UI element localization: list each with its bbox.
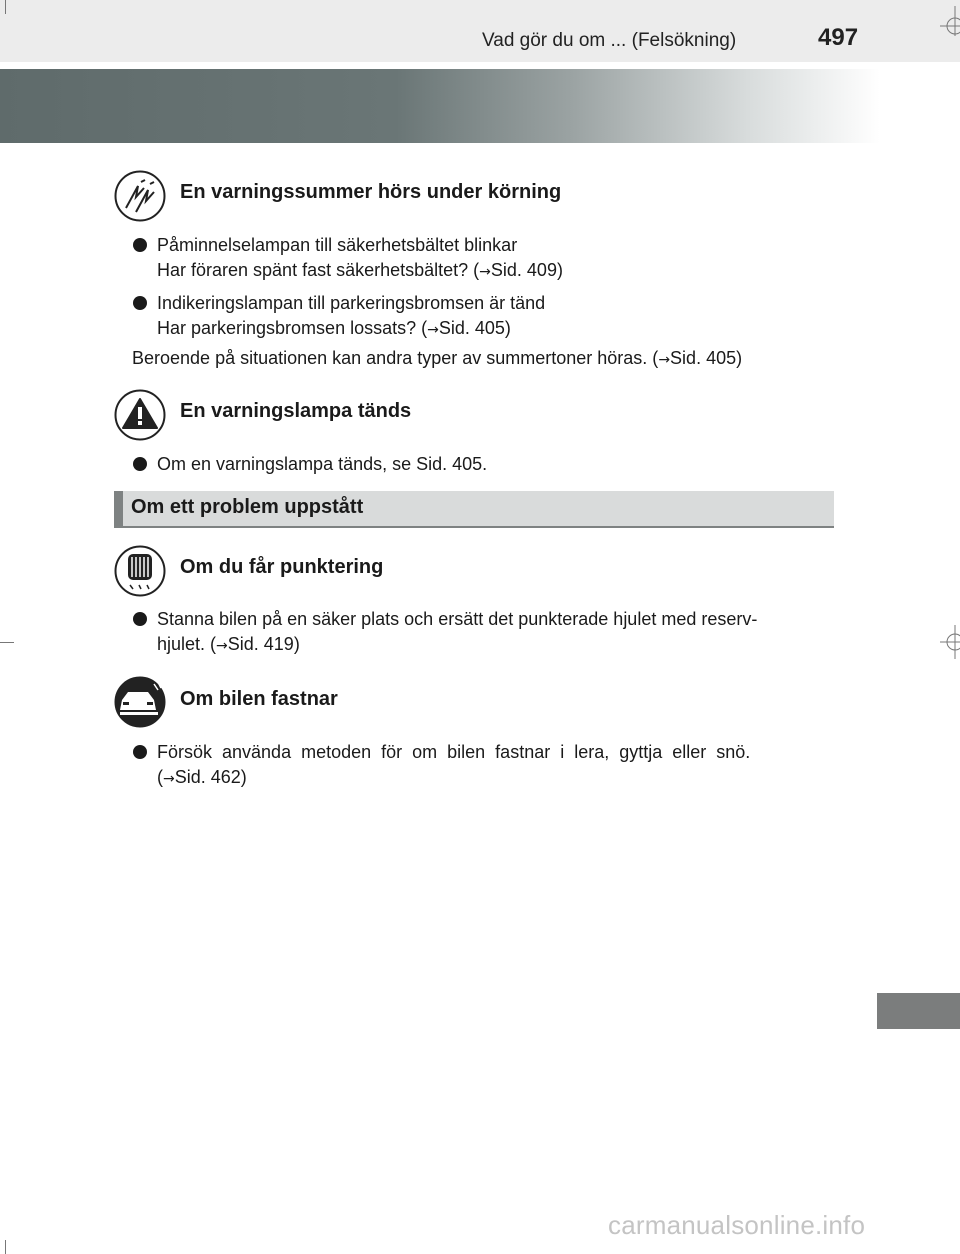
crop-mark-top-left — [5, 0, 6, 14]
exclamation-triangle-icon — [114, 389, 166, 441]
page-header-bar — [0, 0, 960, 62]
arrow-icon: → — [427, 322, 439, 338]
buzzer-item-1-heading: Påminnelselampan till säkerhetsbältet blinkar — [157, 235, 518, 255]
chapter-side-tab — [877, 993, 960, 1029]
arrow-icon: → — [479, 264, 491, 280]
arrow-icon: → — [216, 638, 228, 654]
section-header-accent — [114, 491, 123, 528]
page-reference-link[interactable]: Sid. 419) — [227, 634, 300, 654]
bullet — [133, 745, 147, 759]
buzzer-warning-icon — [114, 170, 166, 222]
buzzer-item-2-heading: Indikeringslampan till parkeringsbromsen är tänd — [157, 293, 546, 313]
arrow-icon: → — [163, 771, 175, 787]
registration-mark-top-right — [930, 6, 960, 36]
bullet — [133, 457, 147, 471]
puncture-item-line1: Stanna bilen på en säker plats och ersätt det punkterade hjulet med reserv- — [157, 609, 758, 629]
arrow-icon: → — [658, 352, 671, 368]
buzzer-note: Beroende på situationen kan andra typer av summertoner höras. (→Sid. 405) — [132, 348, 743, 368]
bullet — [133, 296, 147, 310]
page-reference-link[interactable]: Sid. 409) — [490, 260, 563, 280]
warning-light-item: Om en varningslampa tänds, se Sid. 405. — [157, 454, 488, 474]
page-reference-link[interactable]: Sid. 405) — [670, 348, 743, 368]
chapter-title: Vad gör du om ... (Felsökning) — [482, 30, 737, 51]
page-reference-link[interactable]: Sid. 462) — [174, 767, 247, 787]
buzzer-item-1-question: Har föraren spänt fast säkerhetsbältet? (→Sid. 409) — [157, 260, 563, 280]
tire-icon — [114, 545, 166, 597]
crop-mark-bottom-left — [5, 1240, 6, 1254]
crop-mark-left — [0, 642, 14, 643]
section-title-problem: Om ett problem uppstått — [131, 496, 364, 518]
stuck-item-line1: Försök använda metoden för om bilen fastnar i lera, gyttja eller snö. — [157, 742, 751, 762]
page-reference-link[interactable]: Sid. 405) — [438, 318, 511, 338]
section-title-puncture: Om du får punktering — [180, 556, 384, 578]
section-title-warning-light: En varningslampa tänds — [180, 400, 412, 422]
watermark: carmanualsonline.info — [608, 1210, 866, 1240]
puncture-item-line2: hjulet. (→Sid. 419) — [157, 634, 300, 654]
stuck-car-icon — [114, 676, 166, 728]
bullet — [133, 238, 147, 252]
buzzer-item-2-question: Har parkeringsbromsen lossats? (→Sid. 405) — [157, 318, 511, 338]
stuck-item-line2: (→Sid. 462) — [157, 767, 247, 787]
section-title-buzzer: En varningssummer hörs under körning — [180, 181, 562, 203]
page-number: 497 — [818, 24, 859, 51]
chapter-banner — [0, 69, 880, 143]
bullet — [133, 612, 147, 626]
registration-mark-right — [930, 625, 960, 659]
section-title-stuck: Om bilen fastnar — [180, 688, 338, 710]
